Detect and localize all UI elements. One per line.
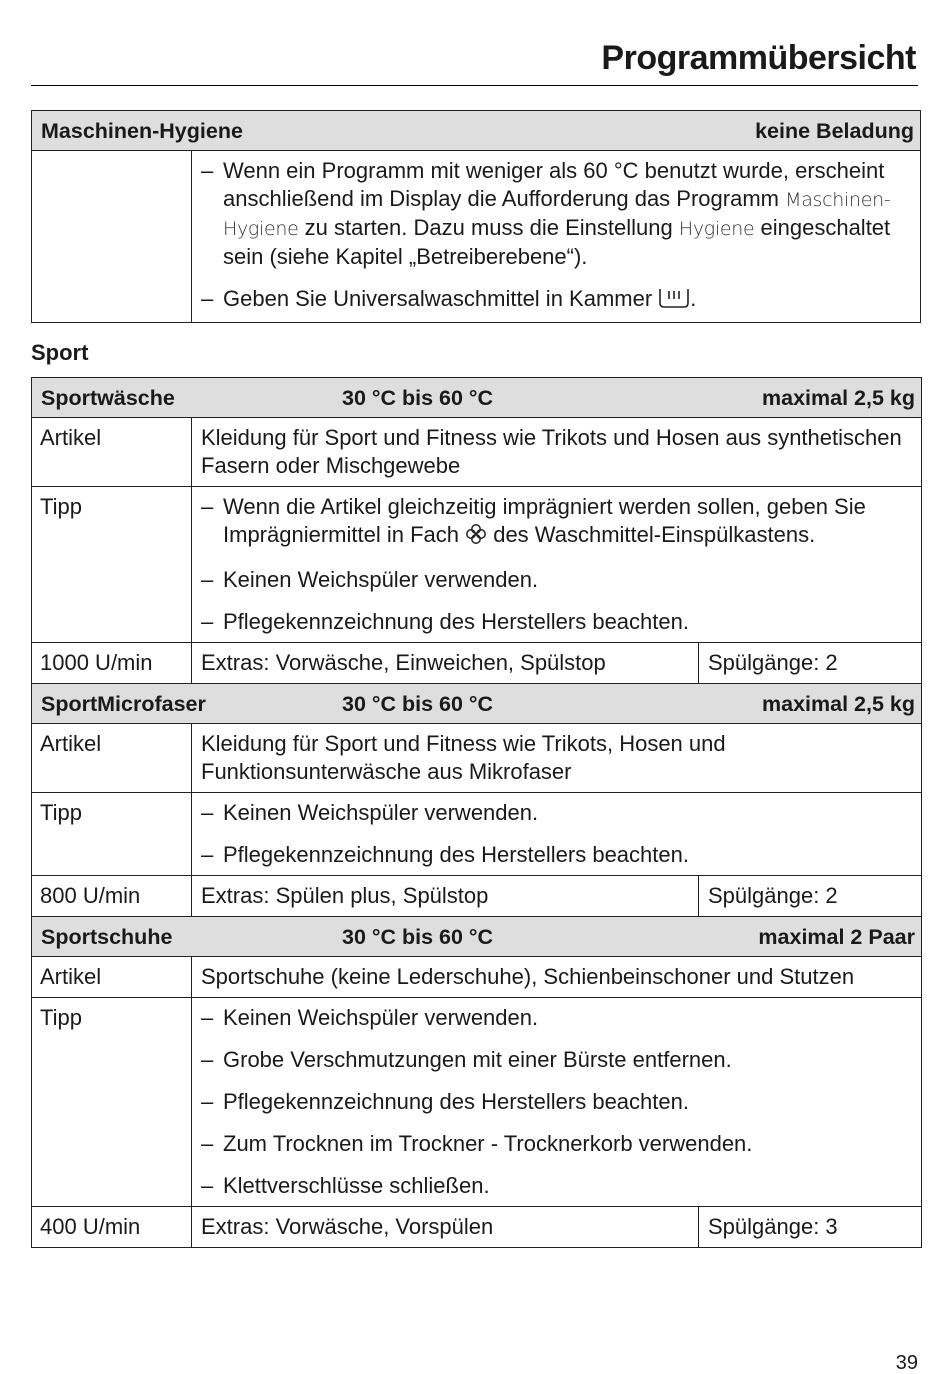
program-load: maximal 2 Paar [758, 924, 915, 949]
list-item: – Pflegekennzeichnung des Herstellers beachten. [201, 608, 912, 636]
artikel-row [32, 957, 922, 998]
artikel-row [32, 724, 922, 793]
program-temperature: 30 °C bis 60 °C [342, 691, 494, 716]
list-item: – Klettverschlüsse schließen. [201, 1172, 912, 1200]
spin-speed: 400 U/min [32, 1207, 192, 1248]
spin-row [32, 876, 922, 917]
empty-label-cell [32, 151, 192, 323]
program-name: SportMicrofaser [41, 691, 206, 716]
tipp-row [32, 998, 922, 1207]
row-label: Artikel [32, 957, 192, 998]
list-item: – Wenn ein Programm mit weniger als 60 °C benutzt wurde, erscheint anschließend im Display die Aufforderung das Programm Maschinen-Hygiene zu starten. Dazu muss die Einstellung Hygiene eingeschaltet sein (siehe Kapitel „Betreiberebene“). [201, 157, 911, 271]
hygiene-notes-row [32, 151, 921, 323]
row-label: Artikel [32, 418, 192, 487]
list-item: – Zum Trocknen im Trockner - Trocknerkorb verwenden. [201, 1130, 912, 1158]
spin-row [32, 1207, 922, 1248]
row-label: Tipp [32, 487, 192, 643]
program-name: Sportschuhe [41, 924, 173, 949]
spin-speed: 1000 U/min [32, 643, 192, 684]
row-label: Artikel [32, 724, 192, 793]
page-number: 39 [895, 1352, 918, 1374]
tipp-list [201, 799, 912, 869]
program-temperature: 30 °C bis 60 °C [342, 924, 494, 949]
artikel-text: Kleidung für Sport und Fitness wie Trikots, Hosen und Funktionsunterwäsche aus Mikrofaser [192, 724, 922, 793]
program-load: keine Beladung [755, 118, 914, 143]
program-name: Maschinen-Hygiene [41, 118, 243, 143]
tipp-row [32, 793, 922, 876]
list-item: – Wenn die Artikel gleichzeitig imprägniert werden sollen, geben Sie Imprägniermittel in Fach des Waschmittel-Einspülkastens. [201, 493, 912, 552]
program-header-row [32, 917, 922, 957]
row-label: Tipp [32, 998, 192, 1207]
spin-row [32, 643, 922, 684]
extras: Extras: Vorwäsche, Vorspülen [192, 1207, 699, 1248]
artikel-text: Kleidung für Sport und Fitness wie Trikots und Hosen aus synthetischen Fasern oder Mischgewebe [192, 418, 922, 487]
hygiene-table [31, 110, 921, 323]
page-header [31, 38, 918, 86]
program-name: Sportwäsche [41, 385, 175, 410]
section-heading: Sport [31, 340, 89, 365]
tipp-row [32, 487, 922, 643]
rinse-count: Spülgänge: 2 [699, 643, 922, 684]
list-item: – Pflegekennzeichnung des Herstellers beachten. [201, 841, 912, 869]
program-header-row [32, 684, 922, 724]
list-item: – Keinen Weichspüler verwenden. [201, 799, 912, 827]
tipp-list [201, 493, 912, 636]
rinse-count: Spülgänge: 3 [699, 1207, 922, 1248]
extras: Extras: Vorwäsche, Einweichen, Spülstop [192, 643, 699, 684]
flower-compartment-icon [465, 523, 487, 552]
spin-speed: 800 U/min [32, 876, 192, 917]
list-item: – Geben Sie Universalwaschmittel in Kammer . [201, 285, 911, 316]
row-label: Tipp [32, 793, 192, 876]
hygiene-header-row [32, 111, 921, 151]
list-item: – Keinen Weichspüler verwenden. [201, 1004, 912, 1032]
program-temperature: 30 °C bis 60 °C [342, 385, 494, 410]
list-item: – Pflegekennzeichnung des Herstellers beachten. [201, 1088, 912, 1116]
rinse-count: Spülgänge: 2 [699, 876, 922, 917]
tipp-list [201, 1004, 912, 1200]
program-header-row [32, 378, 922, 418]
program-load: maximal 2,5 kg [762, 691, 915, 716]
hygiene-bullets [201, 157, 911, 316]
page-title: Programmübersicht [601, 39, 916, 77]
artikel-text: Sportschuhe (keine Lederschuhe), Schienbeinschoner und Stutzen [192, 957, 922, 998]
sport-table [31, 377, 922, 1248]
list-item: – Grobe Verschmutzungen mit einer Bürste entfernen. [201, 1046, 912, 1074]
program-load: maximal 2,5 kg [762, 385, 915, 410]
display-text: Maschinen-Hygiene [223, 189, 891, 240]
extras: Extras: Spülen plus, Spülstop [192, 876, 699, 917]
display-text: Hygiene [678, 218, 755, 240]
main-wash-compartment-icon [658, 287, 690, 316]
list-item: – Keinen Weichspüler verwenden. [201, 566, 912, 594]
artikel-row [32, 418, 922, 487]
